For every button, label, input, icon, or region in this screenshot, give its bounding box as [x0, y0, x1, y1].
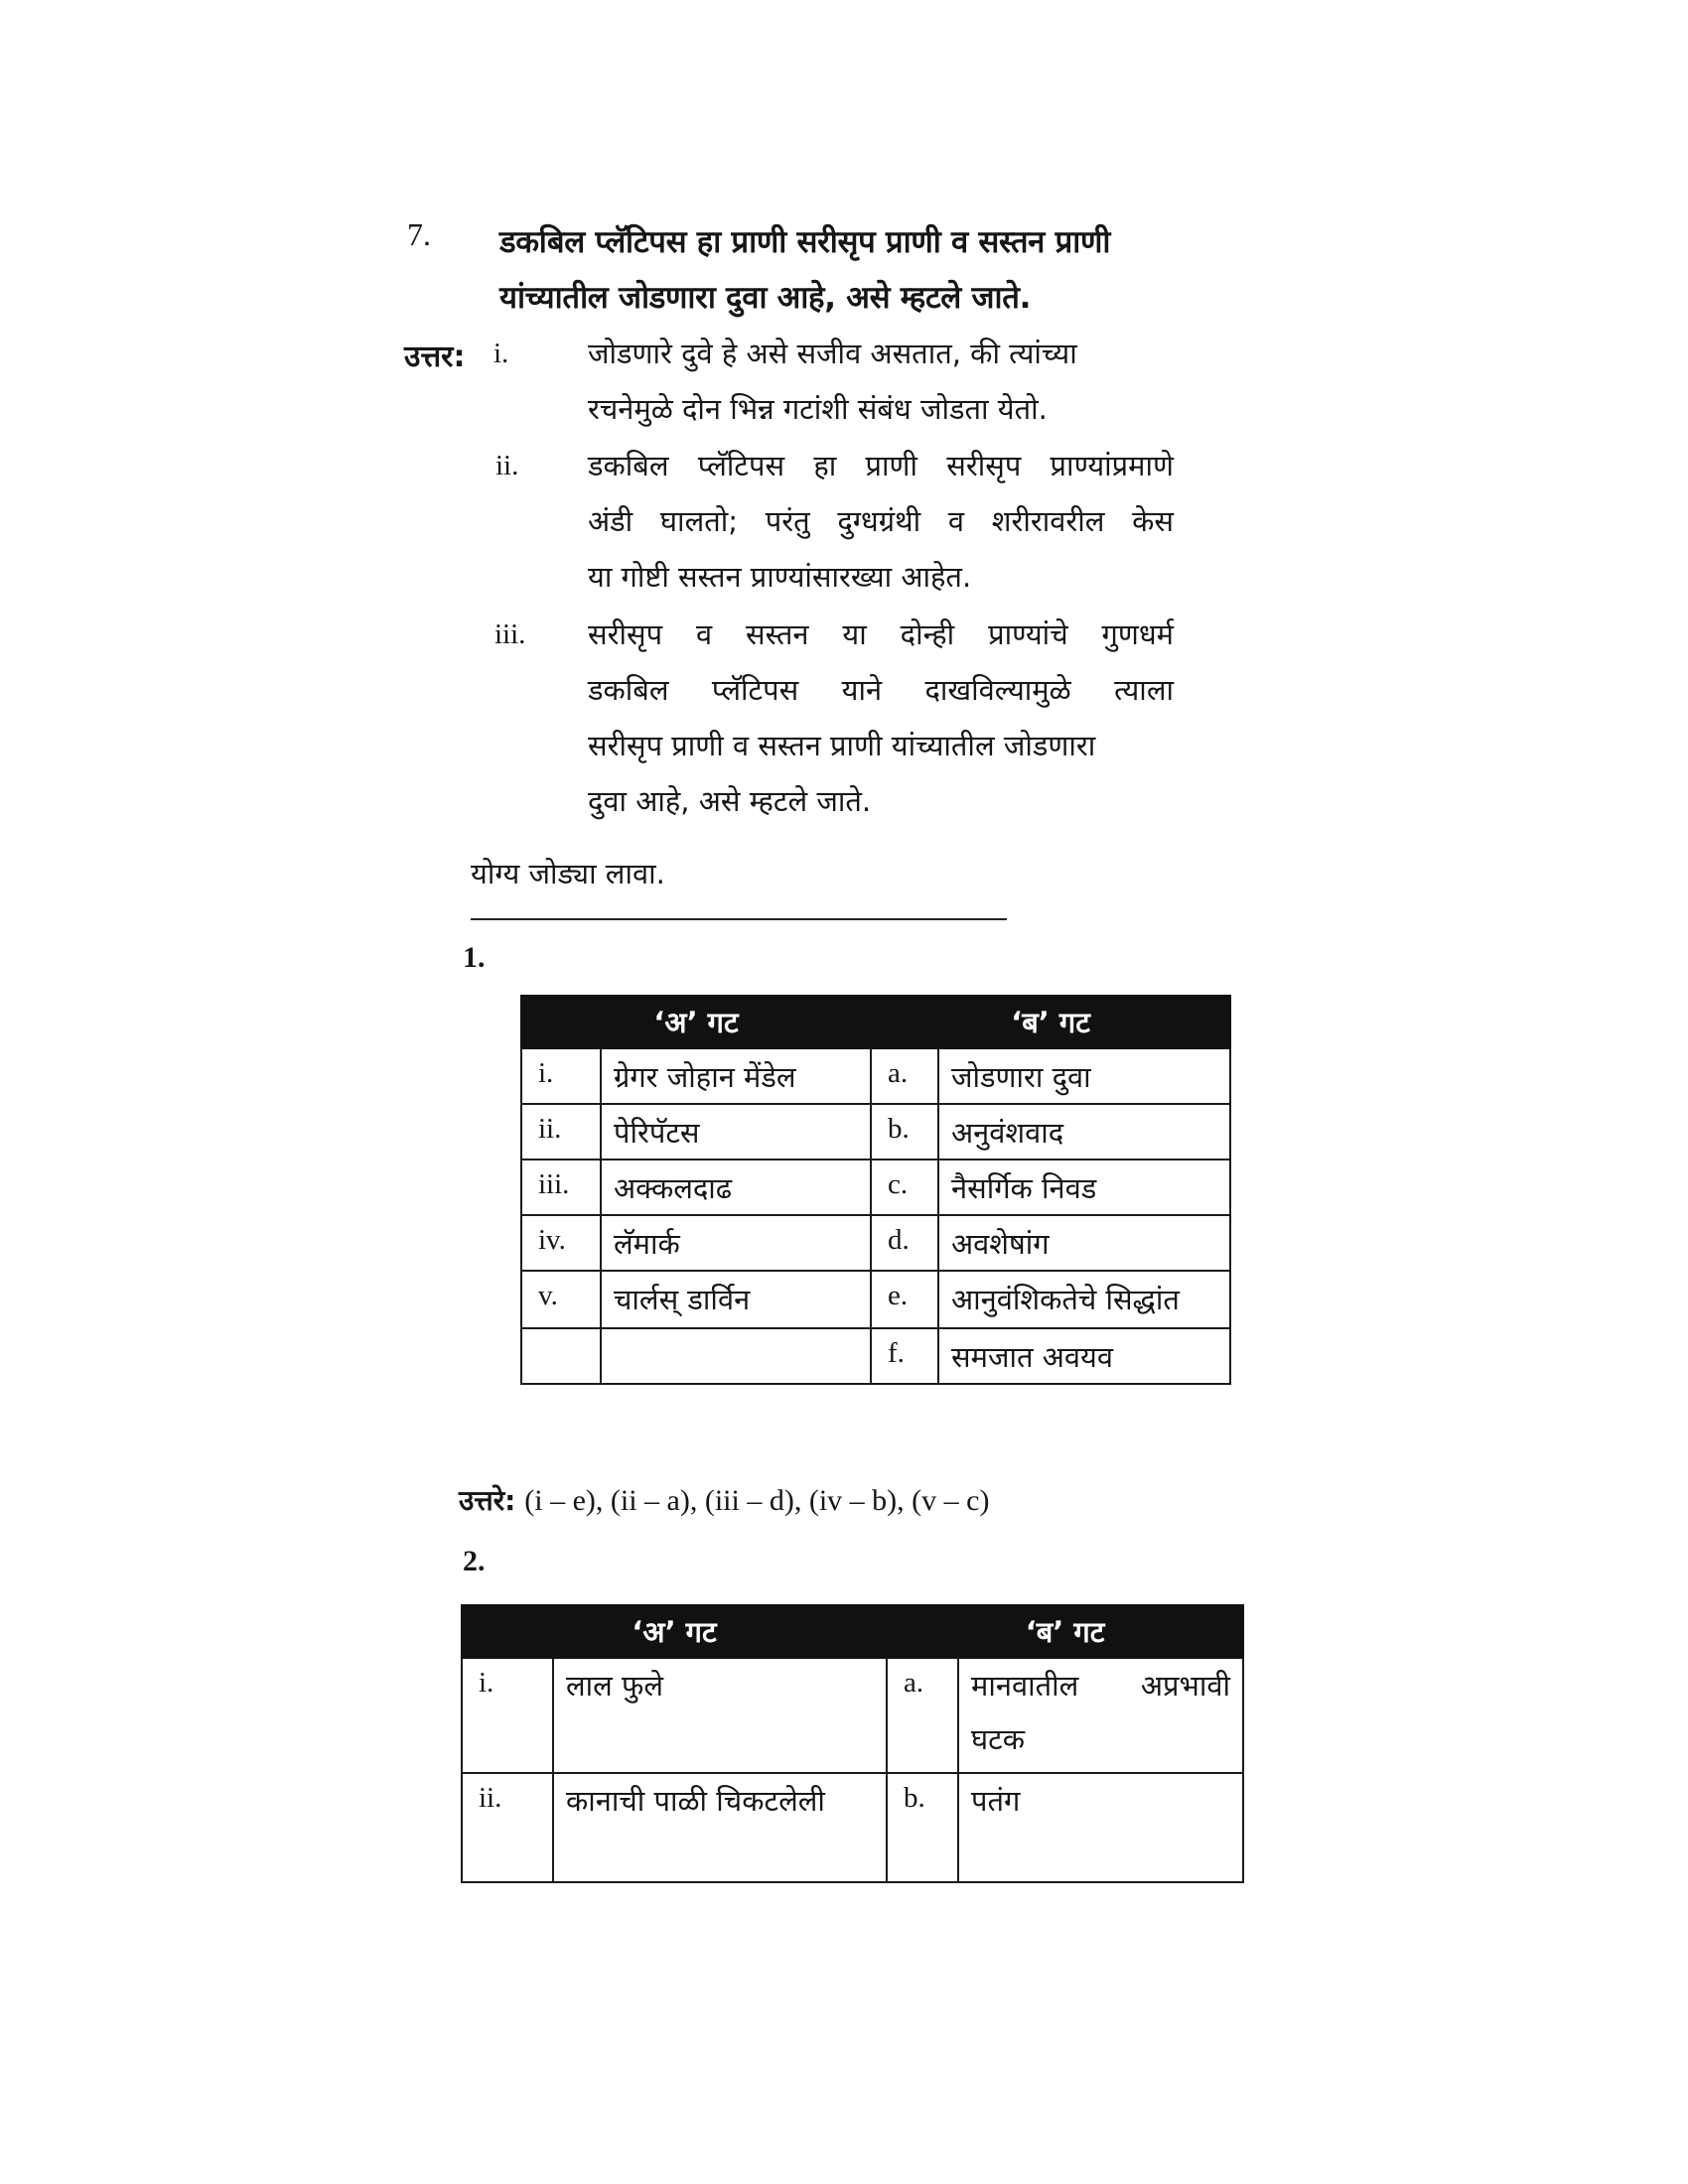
- question-text-line-2: यांच्यातील जोडणारा दुवा आहे, असे म्हटले जाते.: [499, 280, 1032, 316]
- cell-a: अक्कलदाढ: [601, 1160, 871, 1215]
- answer-point-number: ii.: [495, 450, 519, 481]
- cell-b: मानवातील अप्रभावी घटक: [958, 1658, 1243, 1773]
- row-letter-b: b.: [871, 1104, 938, 1160]
- row-number-a: iv.: [521, 1215, 601, 1271]
- answer-point-2-line-2: अंडी घालतो; परंतु दुग्धग्रंथी व शरीरावरील केस: [588, 504, 1174, 538]
- row-number-a: iii.: [521, 1160, 601, 1215]
- row-letter-b: b.: [887, 1773, 958, 1882]
- cell-a: [601, 1328, 871, 1384]
- cell-a: पेरिपॅटस: [601, 1104, 871, 1160]
- cell-a: लाल फुले: [553, 1658, 887, 1773]
- answer-point-2-line-1: डकबिल प्लॅटिपस हा प्राणी सरीसृप प्राण्यांप्रमाणे: [588, 449, 1174, 482]
- table-number: 1.: [463, 941, 486, 974]
- column-header-a: ‘अ’ गट: [521, 996, 871, 1048]
- row-letter-b: a.: [871, 1048, 938, 1104]
- answer-point-number: i.: [493, 338, 509, 369]
- column-header-a: ‘अ’ गट: [462, 1605, 887, 1658]
- question-number: 7.: [407, 216, 431, 252]
- row-number-a: i.: [462, 1658, 553, 1773]
- answer-point-3-line-1: सरीसृप व सस्तन या दोन्ही प्राण्यांचे गुणधर्म: [588, 617, 1174, 651]
- table-row: [521, 1328, 1230, 1384]
- column-header-b: ‘ब’ गट: [871, 996, 1230, 1048]
- cell-b: आनुवंशिकतेचे सिद्धांत: [938, 1271, 1230, 1328]
- answer-point-1-line-1: जोडणारे दुवे हे असे सजीव असतात, की त्यांच्या: [588, 337, 1077, 370]
- row-number-a: v.: [521, 1271, 601, 1328]
- cell-b: जोडणारा दुवा: [938, 1048, 1230, 1104]
- match-table-1: [520, 995, 1231, 1385]
- answer-point-number: iii.: [494, 618, 526, 650]
- column-header-b: ‘ब’ गट: [887, 1605, 1243, 1658]
- cell-a: कानाची पाळी चिकटलेली: [553, 1773, 887, 1882]
- table-row: [521, 1215, 1230, 1271]
- answers-values: (i – e), (ii – a), (iii – d), (iv – b), (v – c): [524, 1484, 990, 1517]
- cell-a: लॅमार्क: [601, 1215, 871, 1271]
- table-row: [521, 1160, 1230, 1215]
- table-row: [462, 1773, 1243, 1882]
- cell-b: पतंग: [958, 1773, 1243, 1882]
- row-letter-b: e.: [871, 1271, 938, 1328]
- answer-label: उत्तर:: [404, 340, 466, 374]
- answers-label: उत्तरे:: [459, 1484, 516, 1517]
- answer-point-1-line-2: रचनेमुळे दोन भिन्न गटांशी संबंध जोडता येतो.: [588, 392, 1048, 426]
- row-number-a: ii.: [521, 1104, 601, 1160]
- section-instruction: योग्य जोड्या लावा.: [471, 857, 665, 890]
- table-row: [521, 1271, 1230, 1328]
- row-number-a: i.: [521, 1048, 601, 1104]
- row-number-a: ii.: [462, 1773, 553, 1882]
- answers-line: [459, 1481, 989, 1519]
- cell-a: चार्लस् डार्विन: [601, 1271, 871, 1328]
- answer-point-3-line-3: सरीसृप प्राणी व सस्तन प्राणी यांच्यातील जोडणारा: [588, 729, 1096, 762]
- row-letter-b: c.: [871, 1160, 938, 1215]
- row-letter-b: a.: [887, 1658, 958, 1773]
- divider: [471, 918, 1007, 920]
- row-letter-b: d.: [871, 1215, 938, 1271]
- table-row: [521, 1104, 1230, 1160]
- cell-b: नैसर्गिक निवड: [938, 1160, 1230, 1215]
- match-table-2: [461, 1604, 1244, 1883]
- answer-point-3-line-4: दुवा आहे, असे म्हटले जाते.: [588, 784, 872, 818]
- cell-a: ग्रेगर जोहान मेंडेल: [601, 1048, 871, 1104]
- question-text-line-1: डकबिल प्लॅटिपस हा प्राणी सरीसृप प्राणी व सस्तन प्राणी: [499, 224, 1111, 260]
- table-row: [521, 1048, 1230, 1104]
- answer-point-2-line-3: या गोष्टी सस्तन प्राण्यांसारख्या आहेत.: [588, 560, 972, 594]
- table-row: [462, 1658, 1243, 1773]
- cell-b: समजात अवयव: [938, 1328, 1230, 1384]
- cell-b: अवशेषांग: [938, 1215, 1230, 1271]
- table-number: 2.: [463, 1545, 486, 1577]
- row-letter-b: f.: [871, 1328, 938, 1384]
- table-header-row: [521, 996, 1230, 1048]
- answer-point-3-line-2: डकबिल प्लॅटिपस याने दाखविल्यामुळे त्याला: [588, 673, 1174, 707]
- row-number-a: [521, 1328, 601, 1384]
- table-header-row: [462, 1605, 1243, 1658]
- cell-b: अनुवंशवाद: [938, 1104, 1230, 1160]
